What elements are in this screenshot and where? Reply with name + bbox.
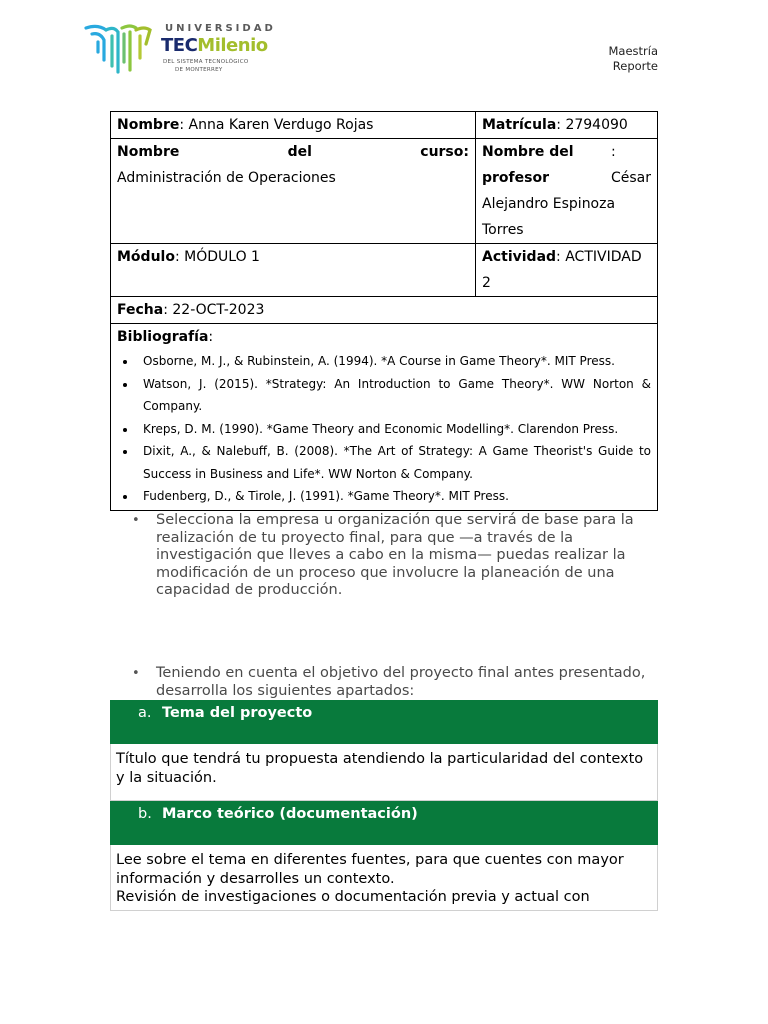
instruction-list xyxy=(130,665,660,700)
nombre-value: : Anna Karen Verdugo Rojas xyxy=(179,117,374,133)
instruction-list xyxy=(130,512,660,600)
nombre-cell xyxy=(111,112,476,139)
profesor-cell xyxy=(476,139,658,244)
section-body xyxy=(110,845,658,911)
logo-university-text: UNIVERSIDAD xyxy=(165,23,276,34)
section-body-text: Lee sobre el tema en diferentes fuentes, para que cuentes con mayor información y desarrolles un contexto. xyxy=(116,852,624,887)
logo-brand-tec: TEC xyxy=(161,35,198,56)
instruction-item: • Teniendo en cuenta el objetivo del proyecto final antes presentado, desarrolla los siguientes apartados: xyxy=(130,665,660,700)
instruction-item: • Selecciona la empresa u organización que servirá de base para la realización de tu proyecto final, para que —a través de la investigación que lleves a cabo en la misma— puedas realizar la modificación de un proceso que involucre la planeación de una capacidad de producción. xyxy=(130,512,660,600)
curso-value: Administración de Operaciones xyxy=(117,170,336,186)
header-program: Maestría xyxy=(608,44,658,58)
matricula-cell xyxy=(476,112,658,139)
modulo-label: Módulo xyxy=(117,249,175,265)
actividad-value: : ACTIVIDAD 2 xyxy=(482,249,642,291)
section-title: Marco teórico (documentación) xyxy=(162,806,418,822)
list-item: • Osborne, M. J., & Rubinstein, A. (1994). *A Course in Game Theory*. MIT Press. xyxy=(137,350,651,373)
bibliografia-label: Bibliografía xyxy=(117,329,209,345)
fecha-value: : 22-OCT-2023 xyxy=(163,302,265,318)
curso-label-word: del xyxy=(287,144,312,160)
section-body xyxy=(110,744,658,801)
section-title: Tema del proyecto xyxy=(162,705,313,721)
table-row xyxy=(111,244,658,297)
table-row xyxy=(111,324,658,511)
profesor-value-1: : César xyxy=(610,144,652,186)
fecha-label: Fecha xyxy=(117,302,164,318)
section-letter: a. xyxy=(138,705,152,721)
profesor-label: Nombre del profesor xyxy=(482,144,574,186)
section-letter: b. xyxy=(138,806,152,822)
logo-subtext-1: DEL SISTEMA TECNOLÓGICO xyxy=(163,59,249,65)
section-body-text: Título que tendrá tu propuesta atendiendo la particularidad del contexto y la situación. xyxy=(116,751,644,786)
nombre-label: Nombre xyxy=(117,117,180,133)
curso-label xyxy=(117,139,469,165)
logo-subtext xyxy=(163,58,249,74)
list-item: • Fudenberg, D., & Tirole, J. (1991). *Game Theory*. MIT Press. xyxy=(137,485,651,508)
bibliografia-colon: : xyxy=(208,329,214,345)
matricula-value: : 2794090 xyxy=(556,117,628,133)
actividad-cell xyxy=(476,244,658,297)
list-item: • Dixit, A., & Nalebuff, B. (2008). *The Art of Strategy: A Game Theorist's Guide to Success in Business and Life*. WW Norton & Company. xyxy=(137,440,651,485)
curso-label-word: curso: xyxy=(420,144,469,160)
bibliography-list xyxy=(117,350,651,510)
section-tema xyxy=(110,700,658,801)
section-marco-teorico xyxy=(110,801,658,911)
logo-subtext-2: DE MONTERREY xyxy=(175,67,223,73)
bibliografia-heading xyxy=(117,324,651,350)
logo-brand-text xyxy=(161,35,268,56)
list-item: • Watson, J. (2015). *Strategy: An Introduction to Game Theory*. WW Norton & Company. xyxy=(137,373,651,418)
actividad-label: Actividad xyxy=(482,249,557,265)
section-header xyxy=(110,801,658,845)
section-header xyxy=(110,700,658,744)
table-row xyxy=(111,297,658,324)
logo-brand-milenio: Milenio xyxy=(197,35,268,56)
list-item: • Kreps, D. M. (1990). *Game Theory and Economic Modelling*. Clarendon Press. xyxy=(137,418,651,441)
profesor-line xyxy=(482,139,651,191)
student-info-table xyxy=(110,111,658,511)
table-row xyxy=(111,139,658,244)
section-body-text: Revisión de investigaciones o documentación previa y actual con xyxy=(116,889,590,905)
profesor-value-2: Alejandro Espinoza Torres xyxy=(482,196,616,238)
modulo-value: : MÓDULO 1 xyxy=(174,249,260,265)
matricula-label: Matrícula xyxy=(482,117,557,133)
curso-cell xyxy=(111,139,476,244)
fecha-cell xyxy=(111,297,658,324)
table-row xyxy=(111,112,658,139)
document-header xyxy=(608,44,658,74)
modulo-cell xyxy=(111,244,476,297)
curso-label-word: Nombre xyxy=(117,144,180,160)
bibliografia-cell xyxy=(111,324,658,511)
header-doc-type: Reporte xyxy=(612,59,658,73)
